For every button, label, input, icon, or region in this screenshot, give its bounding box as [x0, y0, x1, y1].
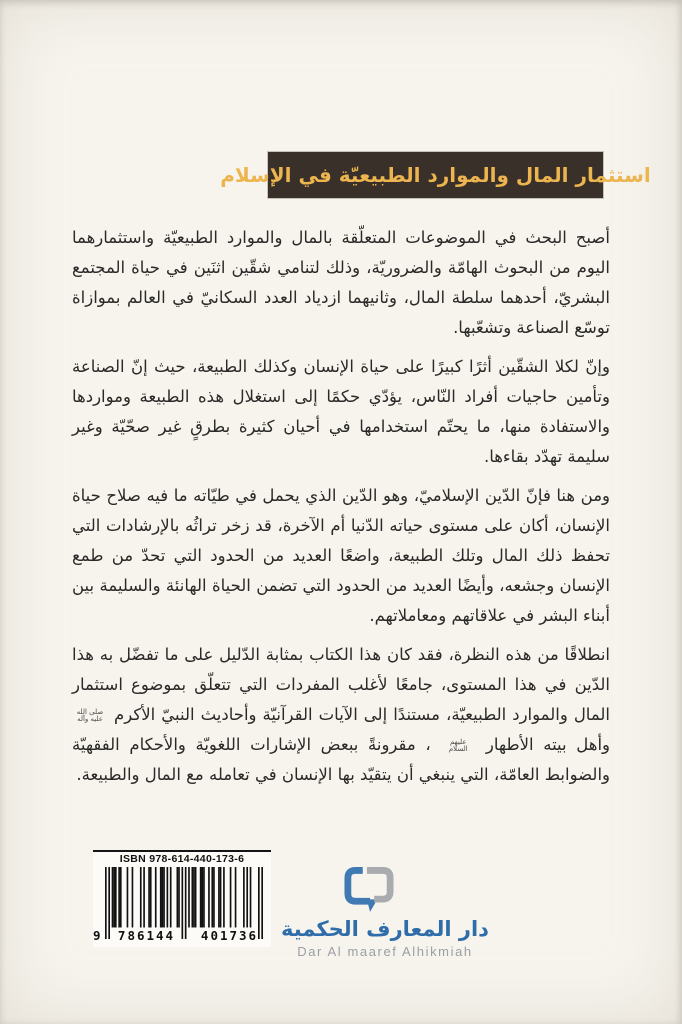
publisher-name-english: Dar Al maaref Alhikmiah	[297, 944, 473, 959]
barcode-digits	[93, 928, 271, 943]
honorific-pbuh-icon: صلى الله عليه وآله	[76, 707, 104, 723]
publisher-block	[278, 866, 492, 959]
paragraph-4	[72, 640, 610, 790]
blurb-text	[72, 223, 610, 799]
paragraph-4-text-c: ، مقرونةً ببعض الإشارات اللغويّة والأحكام الفقهيّة والضوابط العامّة، التي ينبغي أن يتقيّد بها الإنسان في تعامله مع المال والطبيعة.	[72, 735, 610, 784]
publisher-logo-icon	[342, 866, 396, 914]
paragraph-3: ومن هنا فإنّ الدّين الإسلاميّ، وهو الدّين الذي يحمل في طيّاته ما فيه صلاح حياة الإنسان، أكان على مستوى حياته الدّنيا أم الآخرة، قد زخر تراثُه بالإرشادات التي تحفظ ذلك المال وتلك الطبيعة، واضعًا العديد من الحدود التي تحدّ من طمع الإنسان وجشعه، وأيضًا العديد من الحدود التي تضمن الحياة الهانئة والسليمة بين أبناء البشر في علاقاتهم ومعاملاتهم.	[72, 486, 610, 625]
paragraph-4-text-b: وأهل بيته الأطهار	[485, 735, 610, 754]
paragraph-1: أصبح البحث في الموضوعات المتعلّقة بالمال والموارد الطبيعيّة واستثمارهما اليوم من البحوث الهامّة والضروريّة، وذلك لتنامي شقّين اثنَين في حياة المجتمع البشريّ، أحدهما سلطة المال، وثانيهما ازدياد العدد السكانيّ في العالم بموازاة توسّع الصناعة وتشعّبها.	[72, 228, 610, 337]
barcode-digit-lead: 9	[93, 928, 101, 943]
isbn-label: ISBN 978-614-440-173-6	[119, 853, 245, 865]
isbn-barcode	[93, 850, 271, 947]
honorific-alayhim-assalam-icon: عليهم السلام	[448, 737, 468, 753]
publisher-name-arabic: دار المعارف الحكمية	[281, 917, 489, 941]
barcode-digit-group2: 401736	[200, 928, 259, 943]
barcode-digit-group1: 786144	[117, 928, 176, 943]
paragraph-4-text-a: انطلاقًا من هذه النظرة، فقد كان هذا الكتاب بمثابة الدّليل على ما تفضّل به هذا الدّين في هذا المستوى، جامعًا لأغلب المفردات التي تتعلّق بموضوع استثمار المال والموارد الطبيعيّة، مستندًا إلى الآيات القرآنيّة وأحاديث النبيّ الأكرم	[72, 645, 610, 724]
title-banner	[220, 152, 651, 198]
paragraph-2: وإنّ لكلا الشقّين أثرًا كبيرًا على حياة الإنسان وكذلك الطبيعة، حيث إنّ الصناعة وتأمين حاجيات أفراد النّاس، يؤدّي حكمًا إلى استغلال هذه الطبيعة ومواردها والاستفادة منها، ما يحتّم استخدامها في أحيان كثيرة بطرقٍ غير صحّيّة وغير سليمة تهدّد بقاءها.	[72, 357, 610, 466]
book-title: استثمار المال والموارد الطبيعيّة في الإسلام	[220, 163, 651, 187]
